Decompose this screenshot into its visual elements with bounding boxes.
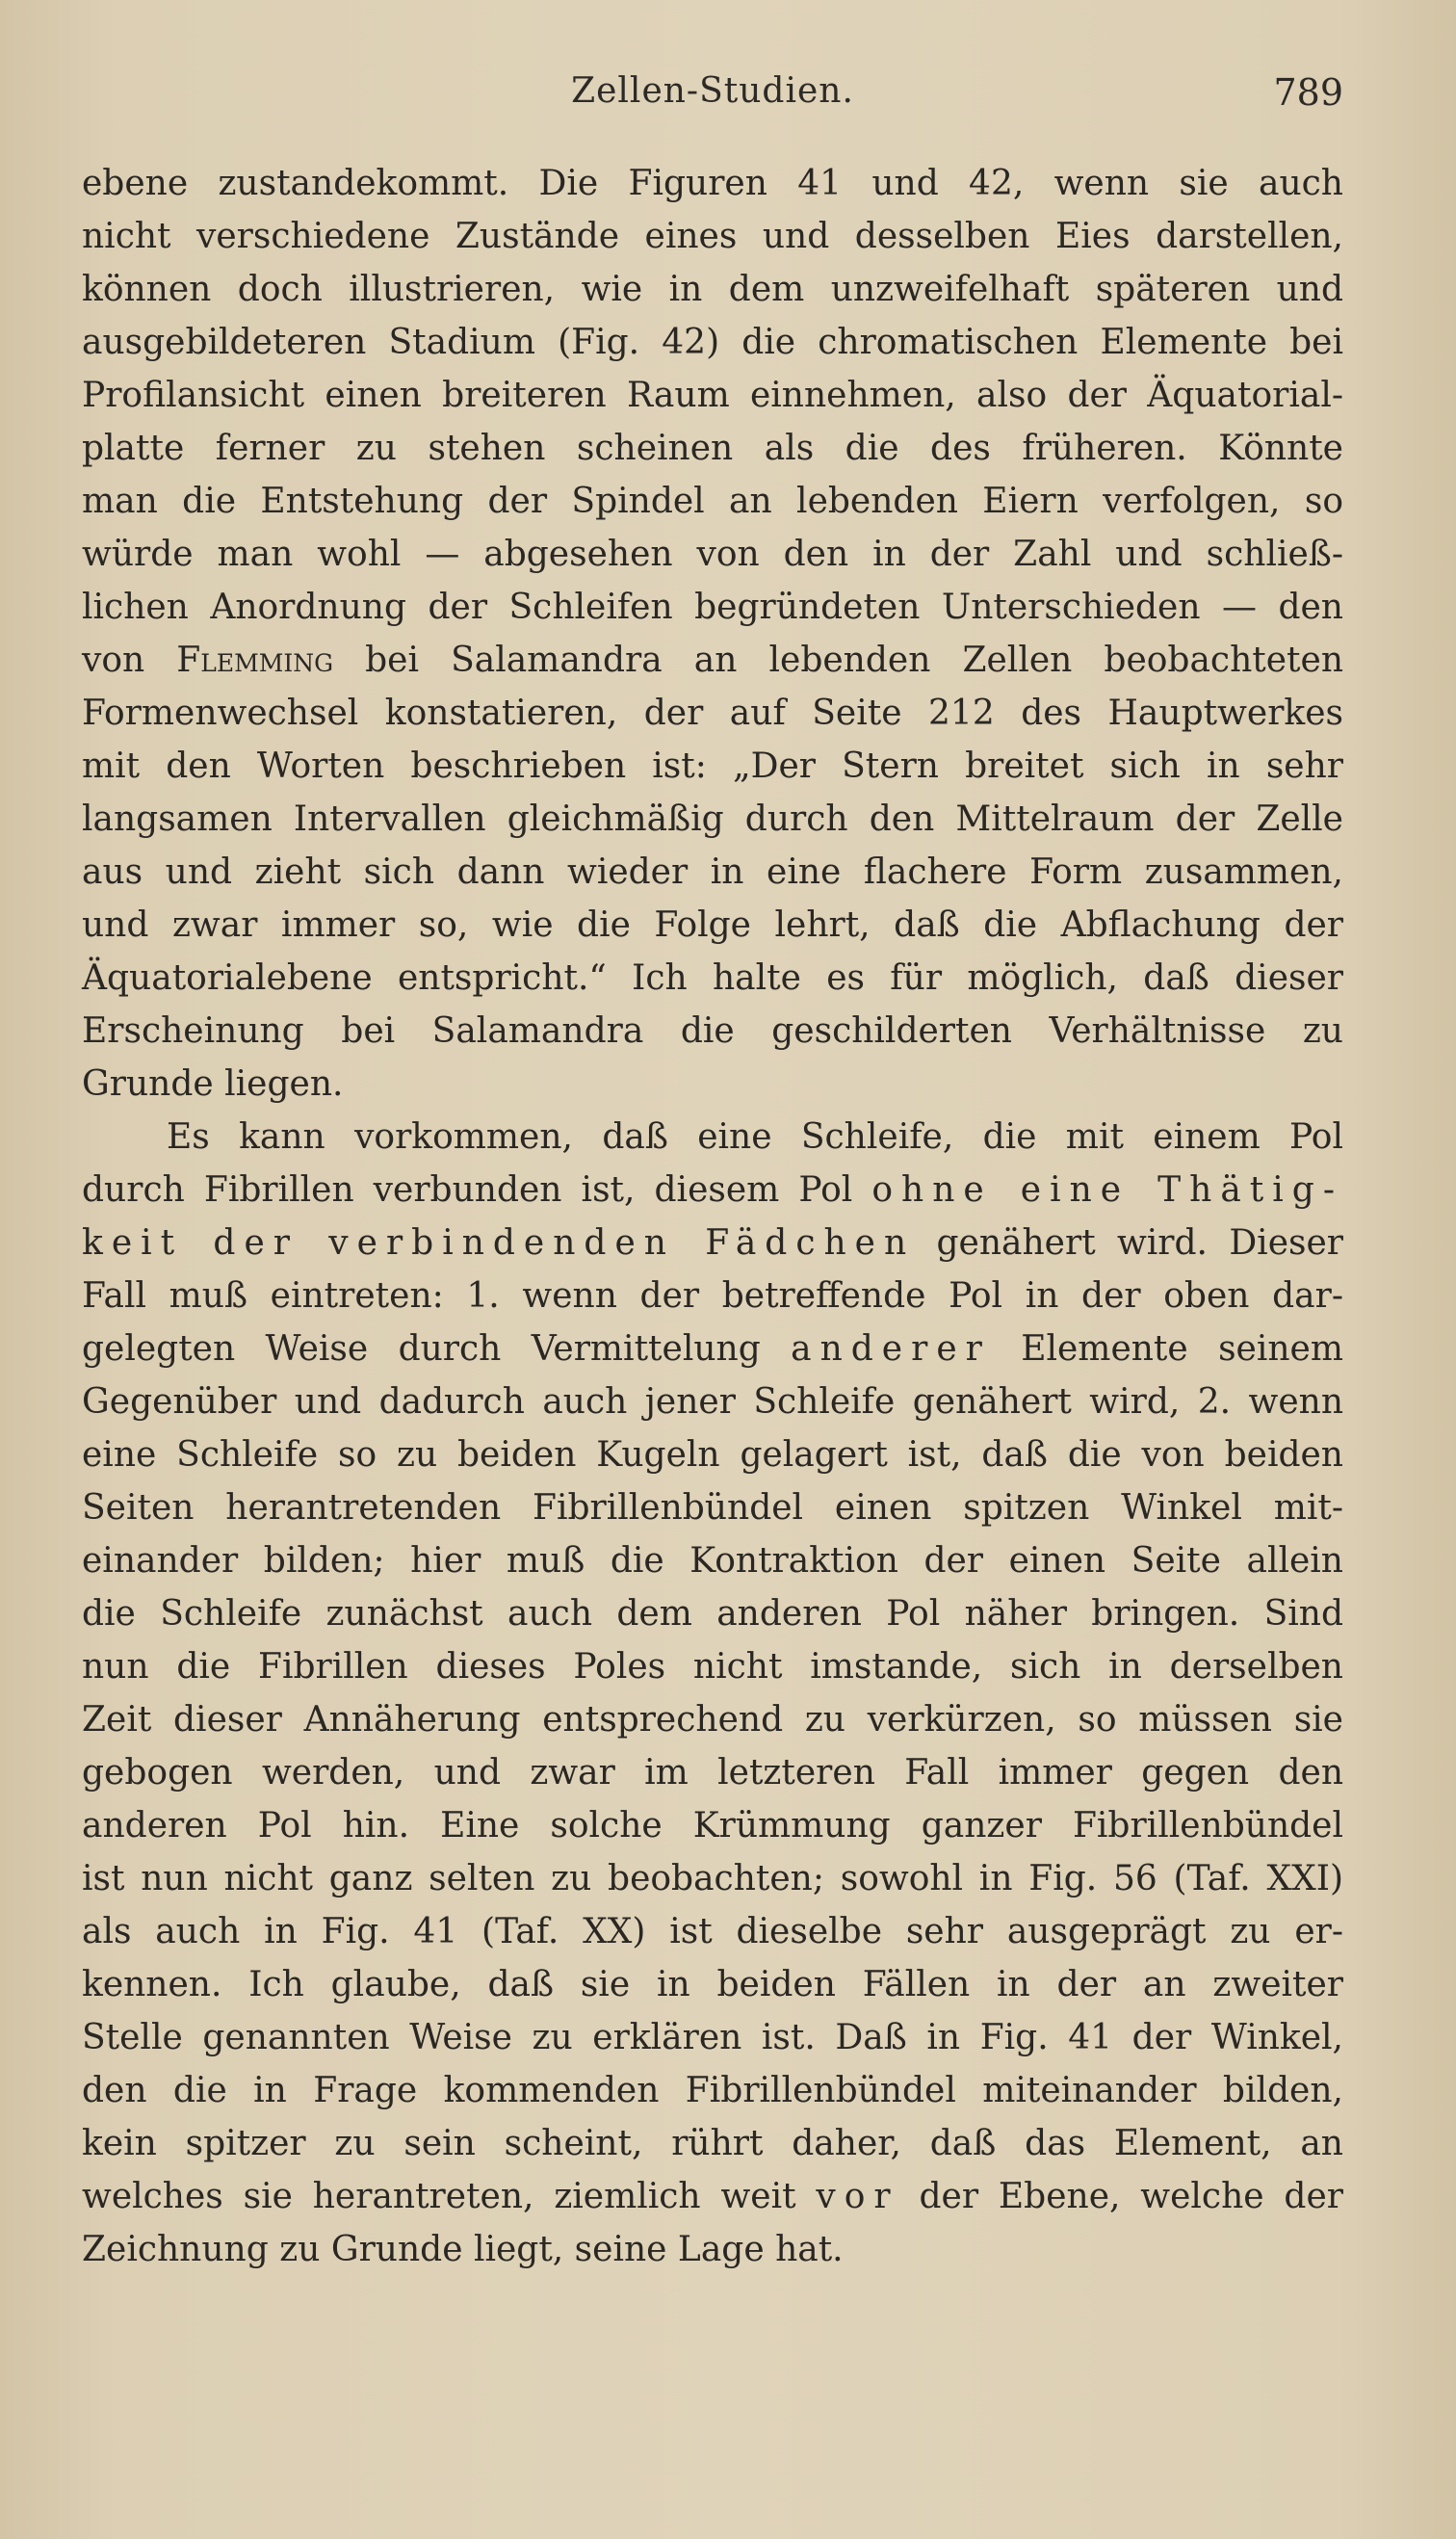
text-line: Formenwechsel konstatieren, der auf Seite 212 des Hauptwerkes	[82, 694, 1343, 733]
text-line: Zeichnung zu Grunde liegt, seine Lage hat.	[82, 2230, 844, 2269]
text-line	[82, 2170, 1343, 2223]
text-fragment: Elemente seinem	[990, 1329, 1343, 1369]
text-line: man die Entstehung der Spindel an lebenden Eiern verfolgen, so	[82, 482, 1343, 521]
text-line: ausgebildeteren Stadium (Fig. 42) die chromatischen Elemente bei	[82, 323, 1343, 362]
text-fragment: der Ebene, welche der	[898, 2177, 1343, 2216]
text-fragment: durch Fibrillen verbunden ist, diesem Pol	[82, 1170, 872, 1210]
text-line	[82, 1322, 1343, 1375]
text-fragment: gelegten Weise durch Vermittelung	[82, 1329, 792, 1369]
emphasis-spaced: ohne eine Thätig-	[871, 1170, 1343, 1210]
running-title: Zellen-Studien.	[571, 71, 854, 111]
text-line: Seiten herantretenden Fibrillenbündel einen spitzen Winkel mit-	[82, 1488, 1343, 1528]
text-fragment: welches sie herantreten, ziemlich weit	[82, 2177, 817, 2216]
text-line: langsamen Intervallen gleichmäßig durch den Mittelraum der Zelle	[82, 799, 1343, 839]
text-line: gebogen werden, und zwar im letzteren Fall immer gegen den	[82, 1753, 1343, 1793]
text-line: ebene zustandekommt. Die Figuren 41 und 42, wenn sie auch	[82, 164, 1343, 203]
text-line: Stelle genannten Weise zu erklären ist. Daß in Fig. 41 der Winkel,	[82, 2018, 1343, 2057]
page-number: 789	[1273, 71, 1343, 114]
text-line: Gegenüber und dadurch auch jener Schleife genähert wird, 2. wenn	[82, 1382, 1343, 1422]
text-line: nun die Fibrillen dieses Poles nicht imstande, sich in derselben	[82, 1647, 1343, 1687]
text-line: mit den Worten beschrieben ist: „Der Stern breitet sich in sehr	[82, 746, 1343, 786]
text-line: den die in Frage kommenden Fibrillenbündel miteinander bilden,	[82, 2071, 1343, 2110]
text-line: ist nun nicht ganz selten zu beobachten; sowohl in Fig. 56 (Taf. XXI)	[82, 1859, 1343, 1898]
text-line: Zeit dieser Annäherung entsprechend zu verkürzen, so müssen sie	[82, 1700, 1343, 1740]
text-line: als auch in Fig. 41 (Taf. XX) ist dieselbe sehr ausgeprägt zu er-	[82, 1912, 1343, 1951]
text-line: kein spitzer zu sein scheint, rührt daher, daß das Element, an	[82, 2124, 1343, 2163]
text-line: kennen. Ich glaube, daß sie in beiden Fällen in der an zweiter	[82, 1965, 1343, 2004]
paragraph-1	[82, 157, 1343, 1111]
text-line: nicht verschiedene Zustände eines und desselben Eies darstellen,	[82, 217, 1343, 256]
text-line: eine Schleife so zu beiden Kugeln gelagert ist, daß die von beiden	[82, 1435, 1343, 1475]
text-fragment: genähert wird. Dieser	[915, 1223, 1343, 1263]
text-line: Erscheinung bei Salamandra die geschilderten Verhältnisse zu	[82, 1011, 1343, 1051]
text-fragment: von	[82, 641, 177, 680]
text-line	[82, 1217, 1343, 1270]
emphasis-spaced: anderer	[791, 1329, 991, 1369]
author-name: Flemming	[176, 641, 334, 680]
emphasis-spaced: keit der verbindenden Fädchen	[82, 1223, 916, 1263]
body-text	[82, 157, 1343, 2276]
text-fragment: bei Salamandra an lebenden Zellen beobachteten	[333, 641, 1344, 680]
text-line: anderen Pol hin. Eine solche Krümmung ganzer Fibrillenbündel	[82, 1806, 1343, 1845]
text-line: können doch illustrieren, wie in dem unzweifelhaft späteren und	[82, 270, 1343, 309]
page-header	[82, 71, 1343, 129]
text-line-flemming	[82, 634, 1343, 687]
emphasis-spaced: vor	[816, 2177, 899, 2216]
text-line: die Schleife zunächst auch dem anderen Pol näher bringen. Sind	[82, 1594, 1343, 1634]
text-line: Fall muß eintreten: 1. wenn der betreffende Pol in der oben dar-	[82, 1276, 1343, 1316]
text-line	[82, 1164, 1343, 1217]
paragraph-2	[82, 1111, 1343, 2276]
text-line: aus und zieht sich dann wieder in eine flachere Form zusammen,	[82, 852, 1343, 892]
text-line: Äquatorialebene entspricht.“ Ich halte es für möglich, daß dieser	[82, 958, 1343, 998]
text-line: und zwar immer so, wie die Folge lehrt, daß die Abflachung der	[82, 905, 1343, 945]
text-line: Es kann vorkommen, daß eine Schleife, die mit einem Pol	[167, 1117, 1343, 1157]
text-line: platte ferner zu stehen scheinen als die des früheren. Könnte	[82, 429, 1343, 468]
text-line: einander bilden; hier muß die Kontraktion der einen Seite allein	[82, 1541, 1343, 1581]
text-line: Profilansicht einen breiteren Raum einnehmen, also der Äquatorial-	[82, 376, 1343, 415]
text-line: lichen Anordnung der Schleifen begründeten Unterschieden — den	[82, 588, 1343, 627]
text-line: würde man wohl — abgesehen von den in der Zahl und schließ-	[82, 535, 1343, 574]
text-line: Grunde liegen.	[82, 1064, 344, 1104]
